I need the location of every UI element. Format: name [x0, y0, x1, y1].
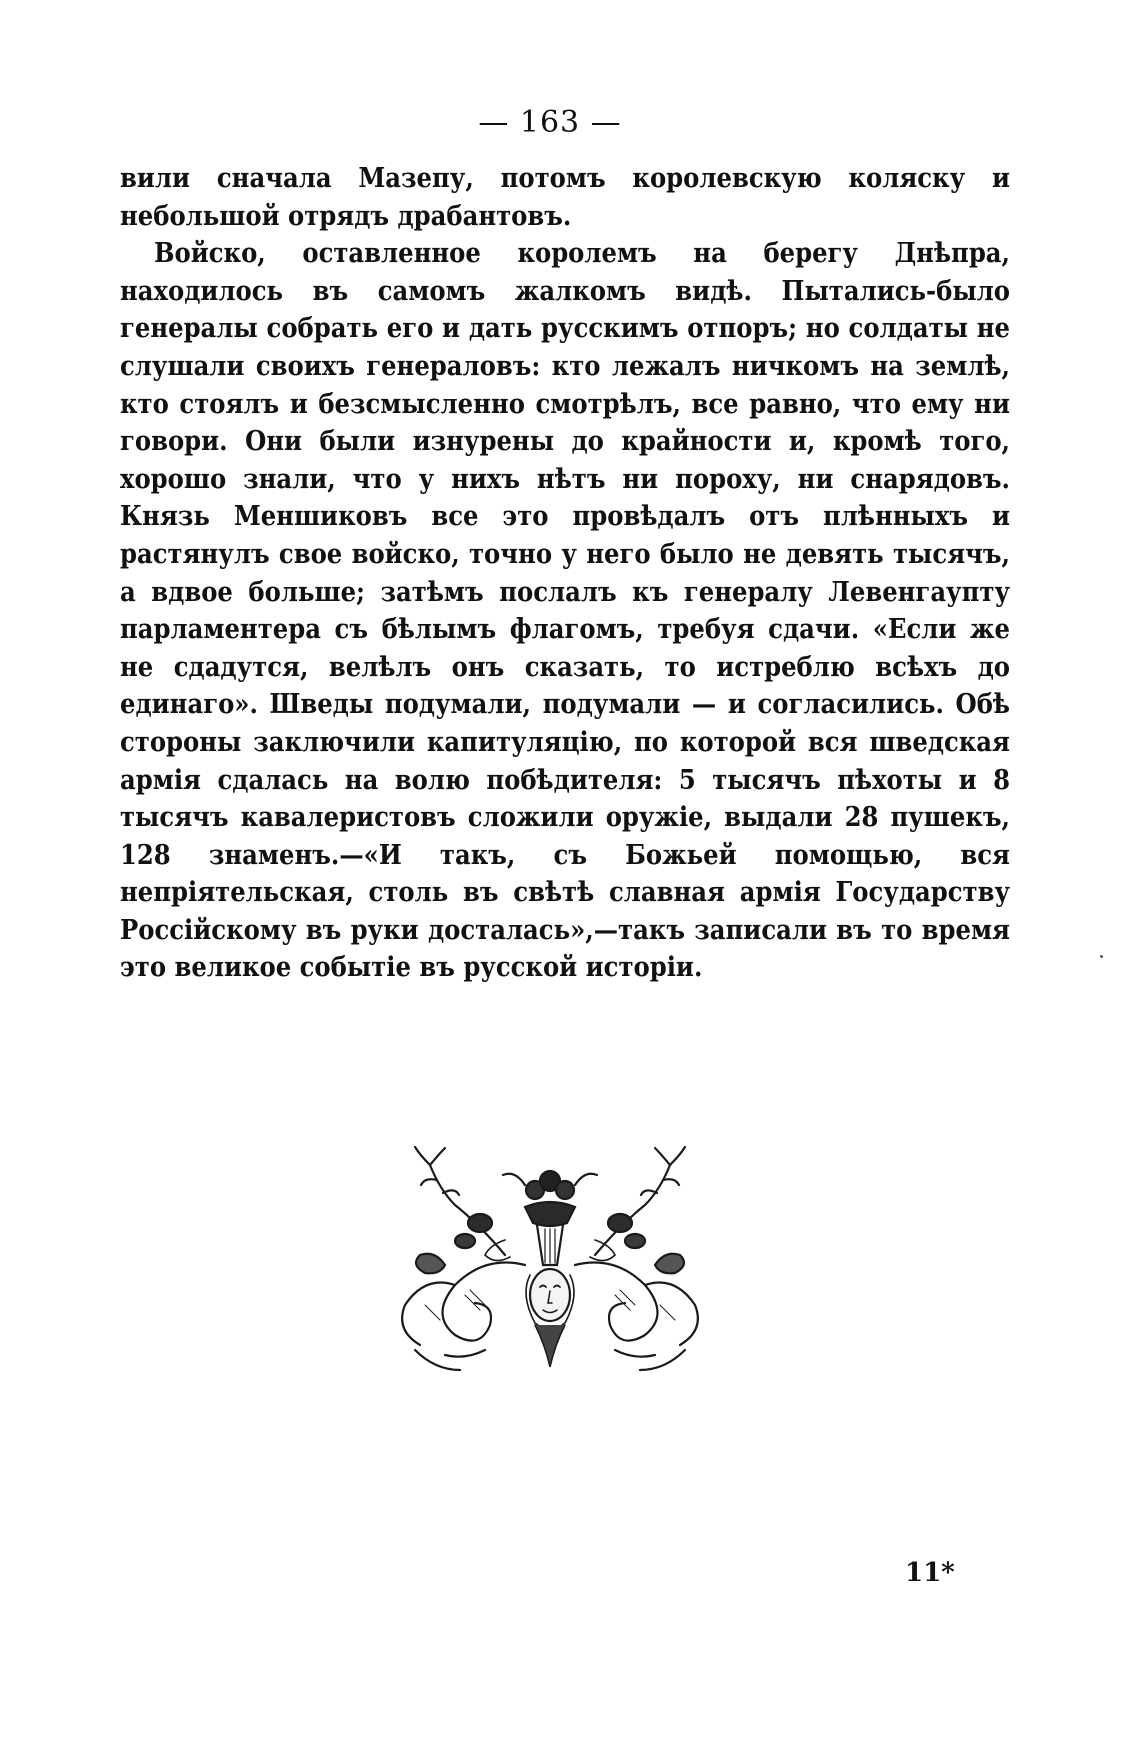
paragraph-continued: вили сначала Мазепу, потомъ королевскую коляску и небольшой отрядъ драбантовъ.: [120, 163, 1010, 232]
print-speck: [1100, 955, 1103, 958]
body-text: [120, 160, 1010, 987]
decorative-vignette: [385, 1145, 715, 1380]
page-number: — 163 —: [478, 105, 622, 140]
signature-mark: 11*: [905, 1558, 955, 1588]
paragraph-main: Войско, оставленное королемъ на берегу Днѣпра, находилось въ самомъ жалкомъ видѣ. Пытались-было генералы собрать его и дать русскимъ отпоръ; но солдаты не слушали своихъ генераловъ: кто лежалъ ничкомъ на землѣ, кто стоялъ и безсмысленно смотрѣлъ, все равно, что ему ни говори. Они были изнурены до крайности и, кромѣ того, хорошо знали, что у нихъ нѣтъ ни пороху, ни снарядовъ. Князь Меншиковъ все это провѣдалъ отъ плѣнныхъ и растянулъ свое войско, точно у него было не девять тысячъ, а вдвое больше; затѣмъ послалъ къ генералу Левенгаупту парламентера съ бѣлымъ флагомъ, требуя сдачи. «Если же не сдадутся, велѣлъ онъ сказать, то истреблю всѣхъ до единаго». Шведы подумали, подумали — и согласились. Обѣ стороны заключили капитуляцію, по которой вся шведская армія сдалась на волю побѣдителя: 5 тысячъ пѣхоты и 8 тысячъ кавалеристовъ сложили оружіе, выдали 28 пушекъ, 128 знаменъ.—«И такъ, съ Божьей помощью, вся непріятельская, столь въ свѣтѣ славная армія Государству Россійскому въ руки досталась»,—такъ записали въ то время это великое событіе въ русской исторіи.: [120, 238, 1010, 984]
